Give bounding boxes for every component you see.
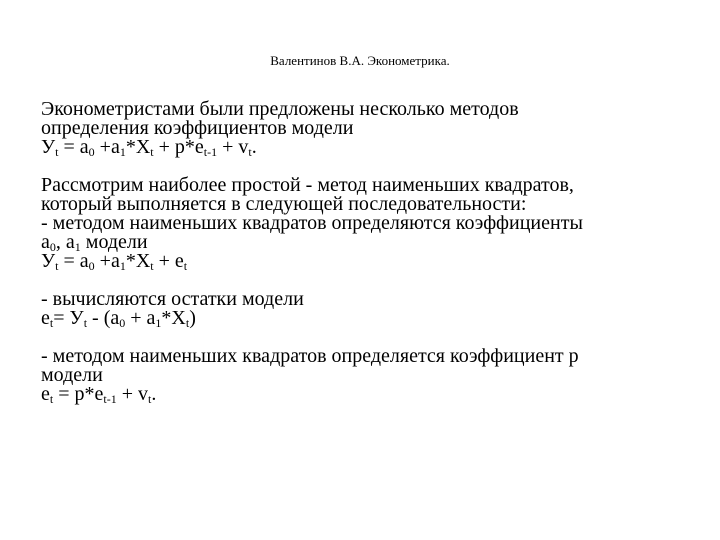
coefficients-line: $a_0$, $a_1$ модели [41, 231, 148, 254]
autoregression-formula: $e_t = p*e_{t-1} + v_t$. [41, 383, 157, 406]
text-line: - вычисляются остатки модели [41, 288, 304, 310]
text-line: Рассмотрим наиболее простой - метод наименьших квадратов, [41, 174, 574, 196]
residuals-formula: $e_t= У_t - (a_0 + a_1*X_t)$ [41, 307, 196, 330]
author-title: Валентинов В.А. Эконометрика. [270, 53, 450, 68]
paragraph-methods-intro [41, 100, 701, 157]
slide-body [41, 100, 701, 404]
slide-header [0, 53, 720, 69]
text-line: модели [41, 364, 103, 386]
regression-formula: $У_t = a_0 +a_1*X_t + e_t$ [41, 250, 188, 273]
paragraph-autocorrelation [41, 347, 701, 404]
text-line: который выполняется в следующей последовательности: [41, 193, 527, 215]
text-line: Эконометристами были предложены несколько методов [41, 98, 519, 120]
model-formula: $У_t = a_0 +a_1*X_t + p*e_{t-1} + v_t$. [41, 136, 257, 159]
paragraph-residuals [41, 290, 701, 328]
text-line: - методом наименьших квадратов определяются коэффициенты [41, 212, 583, 234]
paragraph-ols-steps [41, 176, 701, 271]
text-line: - методом наименьших квадратов определяется коэффициент p [41, 345, 579, 367]
text-line: определения коэффициентов модели [41, 117, 354, 139]
